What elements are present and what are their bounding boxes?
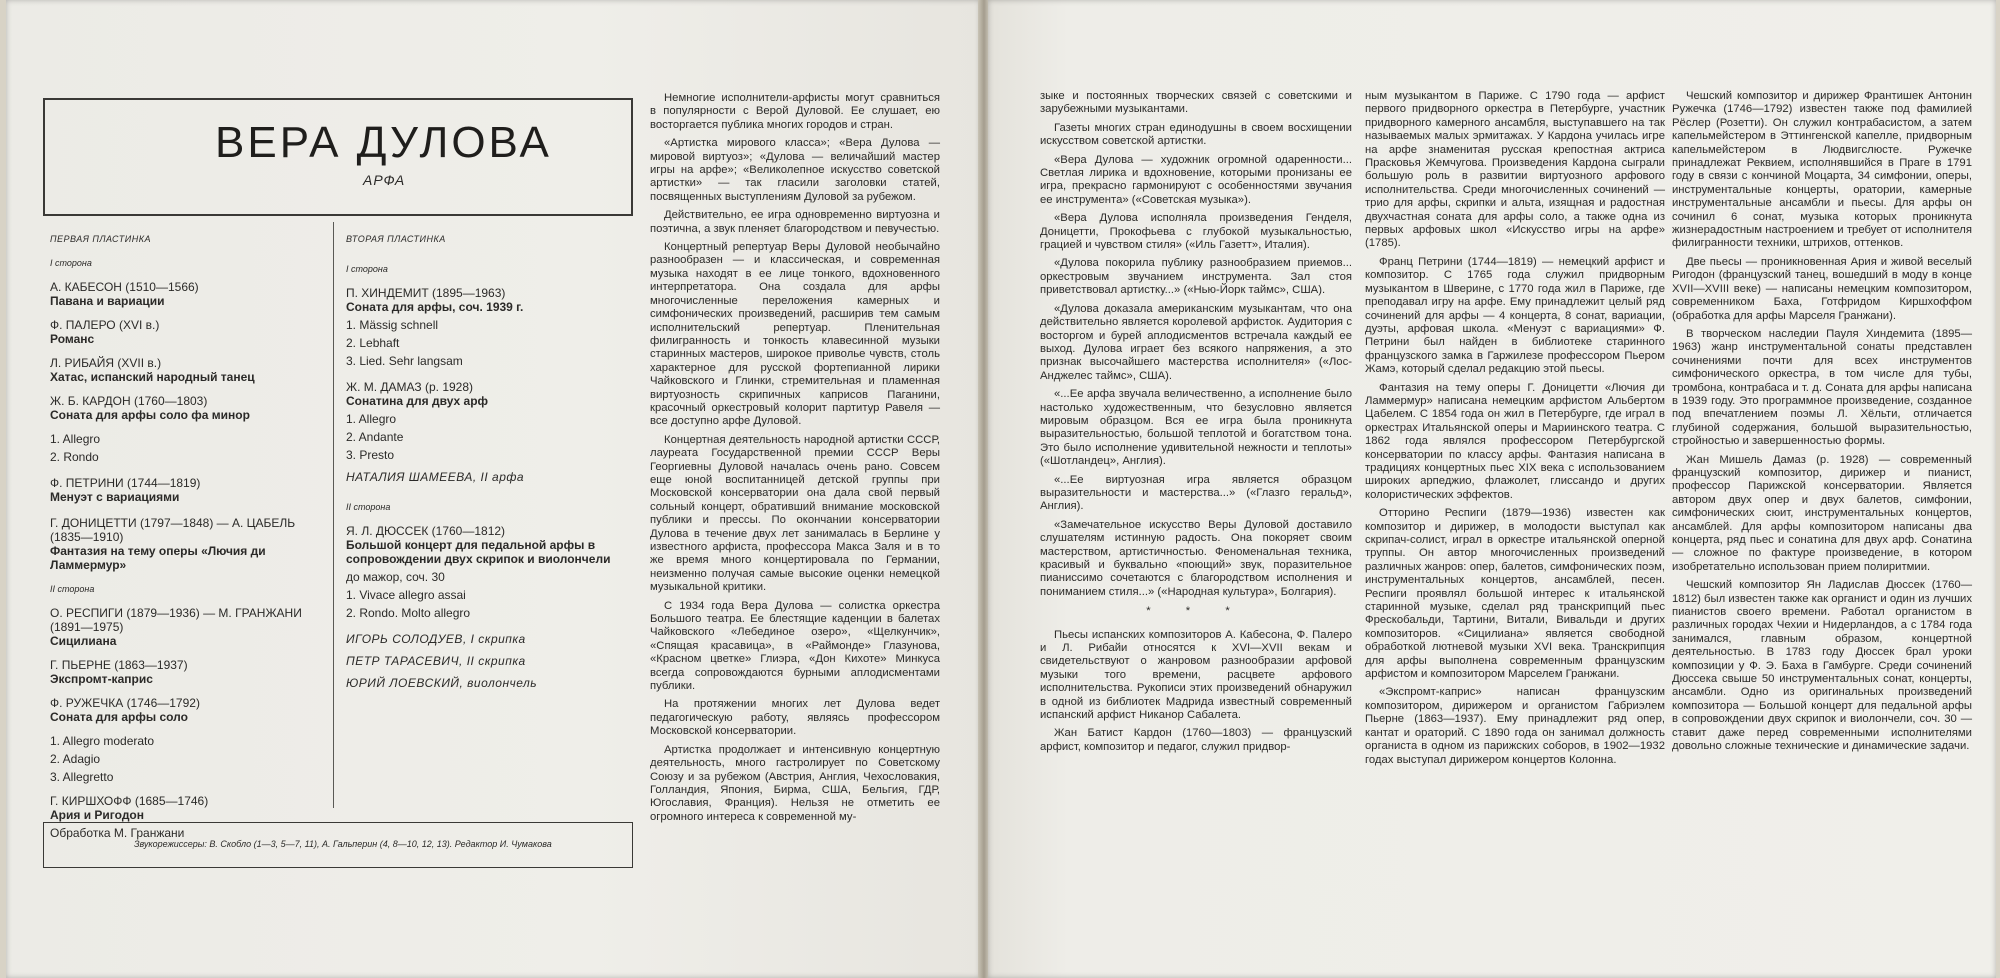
track-work: Павана и вариации [50, 294, 165, 308]
disc1-label: ПЕРВАЯ ПЛАСТИНКА [50, 234, 152, 244]
opus-key: до мажор, соч. 30 [346, 570, 445, 584]
article-column-3 [1365, 90, 1665, 772]
track-composer: Г. ДОНИЦЕТТИ (1797—1848) — А. ЦАБЕЛЬ (1835—1910) [50, 516, 296, 544]
section-separator: * * * [1146, 605, 1246, 618]
instrument-subtitle: АРФА [363, 172, 406, 188]
movement: 1. Mässig schnell [346, 318, 439, 332]
paragraph: Действительно, ее игра одновременно виртуозна и поэтична, а звук пленяет благородством и певучестью. [650, 209, 940, 235]
movement: 1. Allegro [346, 412, 397, 426]
paragraph: Жан Мишель Дамаз (р. 1928) — современный французский композитор, дирижер и пианист, профессор Парижской консерватории. Является автором двух опер и двух балетов, симфонии, симфонических сюит, инструментальных концертов, ансамблей. Для арфы композитором написаны два концерта, ряд пьес и сонатина для двух арф. Сонатина — сложное по фактуре произведение, в котором изобретательно использован прием полиритмии. [1672, 453, 1972, 573]
movement: 2. Adagio [50, 752, 101, 766]
performer: НАТАЛИЯ ШАМЕЕВА, II арфа [346, 470, 525, 484]
performer: ЮРИЙ ЛОЕВСКИЙ, виолончель [346, 676, 538, 690]
track-composer: Ж. М. ДАМАЗ (р. 1928) [346, 380, 474, 394]
paragraph: «Дулова доказала американским музыкантам, что она действительно является королевой арфисток. Аудитория с восторгом и бурей аплодисментов встречала каждый ее выход. Дулова играет без всякого напряжения, а это признак высочайшего мастерства исполнителя» («Лос-Анджелес таймс», США). [1040, 302, 1352, 382]
disc2-side2-label: II сторона [346, 502, 391, 512]
performer: ИГОРЬ СОЛОДУЕВ, I скрипка [346, 632, 526, 646]
track-work: Сонатина для двух арф [346, 394, 489, 408]
paragraph: В творческом наследии Пауля Хиндемита (1895—1963) жанр инструментальной сонаты представлен сочинениями почти для всех инструментов симфонического оркестра, в том числе для тубы, тромбона, контрабаса и т. д. Соната для арфы написана в 1939 году. Это программное произведение, созданное под впечатлением поэмы Л. Хёльти, отличается глубиной содержания, большой выразительностью, стройностью и завершенностью формы. [1672, 327, 1972, 448]
paragraph: Франц Петрини (1744—1819) — немецкий арфист и композитор. С 1765 года служил придворным музыкантом в Шверине, с 1770 года жил в Париже, где преподавал игру на арфе. Ему принадлежит целый ряд сочинений для арфы — 4 концерта, 8 сонат, вариации, дуэты, арфовая школа. «Менуэт с вариациями» Ф. Петрини был найден в библиотеке старинного французского замка в Гаржилезе профессором Пьером Жамэ, который сделал редакцию этой пьесы. [1365, 255, 1665, 376]
paragraph: зыке и постоянных творческих связей с советскими и зарубежными музыкантами. [1040, 90, 1352, 116]
paragraph: Концертная деятельность народной артистки СССР, лауреата Государственной премии СССР Веры Георгиевны Дуловой началась очень рано. Совсем еще юной воспитанницей детской группы при Московской консерватории она дала свой первый сольный концерт, обративший внимание московской публики и прессы. По окончании консерватории Дулова в течение двух лет занималась в Берлине у известного арфиста, профессора Макса Заля и в то же время много концертировала по Германии, неизменно получая самые высокие оценки немецкой музыкальной критики. [650, 433, 940, 594]
article-column-2 [1040, 90, 1352, 759]
movement: 1. Allegro [50, 432, 101, 446]
paragraph: Фантазия на тему оперы Г. Доницетти «Лючия ди Ламмермур» написана немецким арфистом Альбертом Цабелем. С 1854 года он жил в Петербурге, где играл в оркестрах Итальянской оперы и Мариинского театра. С 1862 года являлся профессором Петербургской консерватории по классу арфы. Фантазия написана в традициях концертных пьес XIX века с использованием широких арпеджио, флажолет, глиссандо и других колористических эффектов. [1365, 381, 1665, 501]
paragraph: Немногие исполнители-арфисты могут сравниться в популярности с Верой Дуловой. Ее слушает, ею восторгается публика многих городов и стран. [650, 92, 940, 131]
track-composer: Г. ПЬЕРНЕ (1863—1937) [50, 658, 188, 672]
track-composer: Г. КИРШХОФФ (1685—1746) [50, 794, 209, 808]
disc2-label: ВТОРАЯ ПЛАСТИНКА [346, 234, 446, 244]
paragraph: «Вера Дулова исполняла произведения Генделя, Доницетти, Прокофьева с глубокой музыкальностью, грацией и чувством стиля» («Иль Газетт», Италия). [1040, 212, 1352, 252]
track-work: Хатас, испанский народный танец [50, 370, 255, 384]
track-composer: Ж. Б. КАРДОН (1760—1803) [50, 394, 208, 408]
paragraph: ным музыкантом в Париже. С 1790 года — арфист первого придворного оркестра в Петербурге, участник придворного камерного ансамбля, выступавшего на так называемых малых эрмитажах. У Кардона училась игре на арфе знаменитая русская крепостная актриса Прасковья Жемчугова. Произведения Кардона сыграли большую роль в развитии виртуозного арфового исполнительства. Среди многочисленных сочинений — трио для арфы, скрипки и альта, изящная и радостная двухчастная соната для арфы соло, а также одна из первых арфовых школ «Искусство игры на арфе» (1785). [1365, 90, 1665, 250]
track-work: Романс [50, 332, 95, 346]
track-work: Сицилиана [50, 634, 117, 648]
article-column-4 [1672, 90, 1972, 759]
arrangement-note: Обработка М. Гранжани [50, 826, 185, 840]
track-work: Ария и Ригодон [50, 808, 145, 822]
paragraph: «Экспромт-каприс» написан французским композитором, дирижером и органистом Габриэлем Пьерне (1863—1937). Ему принадлежит ряд опер, кантат и ораторий. С 1890 года он занимал должность органиста в одном из парижских соборов, в 1902—1932 годах выступал дирижером концертов Колонна. [1365, 686, 1665, 766]
disc1-side1-label: I сторона [50, 258, 92, 268]
paragraph: Концертный репертуар Веры Дуловой необычайно разнообразен — и классическая, и современная музыка находят в ее лице тонкого, вдохновенного интерпретатора. Она создала для арфы многочисленные переложения камерных и симфонических произведений, расширив тем самым исполнительский репертуар. Пленительная филигранность и тонкость клавесинной музыки старинных мастеров, широкое привольe чувств, столь характерное для русской фортепианной лирики Чайковского и Глинки, стремительная и пламенная виртуозность скрипичных каприсов Паганини, красочный оркестровый колорит партитур Равеля — все доступно арфе Дуловой. [650, 241, 940, 428]
movement: 2. Andante [346, 430, 404, 444]
track-composer: Ф. ПЕТРИНИ (1744—1819) [50, 476, 201, 490]
track-work: Фантазия на тему оперы «Лючия ди Ламмермур» [50, 544, 266, 572]
track-composer: Л. РИБАЙЯ (XVII в.) [50, 356, 162, 370]
paragraph: На протяжении многих лет Дулова ведет педагогическую работу, являясь профессором Московской консерватории. [650, 698, 940, 738]
movement: 2. Rondo [50, 450, 99, 464]
paragraph: Чешский композитор и дирижер Франтишек Антонин Ружечка (1746—1792) известен также под фамилией Рёслер (Розетти). Он служил контрабасистом, а затем капельмейстером в Эттингенской капелле, придворным капельмейстером в Людвигслюсте. Ружечке принадлежат Реквием, исполнявшийся в Праге в 1791 году в связи с кончиной Моцарта, 34 симфонии, оперы, инструментальные концерты, оратории, камерные инструментальные ансамбли и пьесы. Для арфы он сочинил 6 сонат, музыка которых проникнута жизнерадостным настроением и требует от исполнителя филигранности техники, штрихов, оттенков. [1672, 90, 1972, 250]
paragraph: «Вера Дулова — художник огромной одаренности... Светлая лирика и вдохновение, которыми пронизаны ее игра, прекрасно гармонируют с особенностями звучания ее инструмента» («Советская музыка»). [1040, 153, 1352, 206]
track-work: Соната для арфы соло [50, 710, 188, 724]
movement: 1. Allegro moderato [50, 734, 155, 748]
track-work: Соната для арфы соло фа минор [50, 408, 250, 422]
paragraph: С 1934 года Вера Дулова — солистка оркестра Большого театра. Ее блестящие каденции в балетах Чайковского «Лебединое озеро», «Щелкунчик», «Спящая красавица», в «Раймонде» Глазунова, «Красном цветке» Глиэра, «Дон Кихоте» Минкуса всегда сопровождаются бурными аплодисментами публики. [650, 599, 940, 693]
movement: 2. Rondo. Molto allegro [346, 606, 471, 620]
article-column-1 [650, 92, 940, 829]
track-composer: Ф. РУЖЕЧКА (1746—1792) [50, 696, 200, 710]
paragraph: Чешский композитор Ян Ладислав Дюссек (1760—1812) был известен также как органист и один из лучших пианистов своего времени. Работал органистом в различных городах Чехии и Нидерландов, а с 1784 года занимался, главным образом, концертной деятельностью. В 1783 году Дюссек брал уроки композиции у Ф. Э. Баха в Гамбурге. Среди сочинений Дюссека свыше 50 инструментальных сонат, концерты, ансамбли. Одно из оригинальных произведений композитора — Большой концерт для педальной арфы в сопровождении двух скрипок и виолончели, соч. 30 — ставит даже перед современными исполнителями довольно сложные технические и динамические задачи. [1672, 579, 1972, 753]
movement: 1. Vivace allegro assai [346, 588, 466, 602]
paragraph: Газеты многих стран единодушны в своем восхищении искусством советской артистки. [1040, 121, 1352, 148]
paragraph: «Дулова покорила публику разнообразием приемов... оркестровым звучанием инструмента. Зал стоя приветствовал артистку...» («Нью-Йорк таймс», США). [1040, 257, 1352, 297]
track-composer: Я. Л. ДЮССЕК (1760—1812) [346, 524, 506, 538]
track-composer: О. РЕСПИГИ (1879—1936) — М. ГРАНЖАНИ (1891—1975) [50, 606, 302, 634]
track-composer: П. ХИНДЕМИТ (1895—1963) [346, 286, 506, 300]
track-work: Большой концерт для педальной арфы в сопровождении двух скрипок и виолончели [346, 538, 611, 566]
paragraph: «...Ее виртуозная игра является образцом выразительности и мастерства...» («Глазго геральд», Англия). [1040, 473, 1352, 513]
track-work: Менуэт с вариациями [50, 490, 180, 504]
paragraph: Жан Батист Кардон (1760—1803) — французский арфист, композитор и педагог, служил придвор- [1040, 727, 1352, 753]
track-work: Соната для арфы, соч. 1939 г. [346, 300, 524, 314]
track-work: Экспромт-каприс [50, 672, 153, 686]
paragraph: Отторино Респиги (1879—1936) известен как композитор и дирижер, в молодости выступал как скрипач-солист, играл в оркестре итальянской оперной труппы. Он автор многочисленных произведений различных жанров: опер, балетов, симфонических поэм, инструментальных концертов, ансамблей, песен. Респиги проявлял большой интерес к итальянской старинной музыке, сделал ряд транскрипций пьес Фрескобальди, Тартини, Витали, Вивальди и других композиторов. «Сицилиана» является свободной обработкой лютневой музыки XVI века. Транскрипция для арфы выполнена современным французским арфистом и композитором Марселем Гранжани. [1365, 507, 1665, 681]
disc1-tracklist [50, 232, 320, 840]
performer: ПЕТР ТАРАСЕВИЧ, II скрипка [346, 654, 526, 668]
credits-box [43, 822, 633, 868]
track-composer: А. КАБЕСОН (1510—1566) [50, 280, 199, 294]
movement: 3. Presto [346, 448, 395, 462]
movement: 3. Lied. Sehr langsam [346, 354, 463, 368]
paragraph: «...Ее арфа звучала величественно, а исполнение было настолько художественным, что безусловно является мировым образцом. Вся ее игра была проникнута выразительностью, большой теплотой и богатством тона. Это было исполнение удивительной нежности и теплоты» («Шотландец», Англия). [1040, 388, 1352, 468]
column-divider [333, 222, 334, 808]
recording-credits: Звукорежиссеры: В. Скобло (1—3, 5—7, 11), А. Гальперин (4, 8—10, 12, 13). Редактор И. Чумакова [134, 839, 552, 849]
title-box [43, 98, 633, 216]
artist-name: ВЕРА ДУЛОВА [215, 118, 552, 167]
movement: 3. Allegretto [50, 770, 114, 784]
track-composer: Ф. ПАЛЕРО (XVI в.) [50, 318, 160, 332]
disc2-side1-label: I сторона [346, 264, 388, 274]
paragraph: Пьесы испанских композиторов А. Кабесона, Ф. Палеро и Л. Рибайи относятся к XVI—XVII векам и свидетельствуют о жанровом разнообразии арфовой музыки того времени, расцвете арфового исполнительства. Рукописи этих произведений обнаружил в одной из библиотек Мадрида известный современный испанский арфист Никанор Сабалета. [1040, 628, 1352, 722]
disc2-tracklist [346, 232, 636, 690]
movement: 2. Lebhaft [346, 336, 400, 350]
paragraph: Две пьесы — проникновенная Ария и живой веселый Ригодон (французский танец, вошедший в моду в конце XVII—XVIII веке) — написаны немецким композитором, современником Баха, Готфридом Киршхоффом (обработка для арфы Марселя Гранжани). [1672, 255, 1972, 322]
paragraph: «Замечательное искусство Веры Дуловой доставило слушателям истинную радость. Она покоряет своим мастерством, артистичностью. Феноменальная техника, красивый и буквально «поющий» звук, поразительное пианиссимо сочетаются с благородством исполнения и пониманием стиля...» («Народная культура», Болгария). [1040, 518, 1352, 598]
paragraph: «Артистка мирового класса»; «Вера Дулова — мировой виртуоз»; «Дулова — величайший мастер игры на арфе»; «Великолепное искусство советской артистки» — так гласили заголовки статей, посвященных выступлениям Дуловой за рубежом. [650, 137, 940, 203]
paragraph: Артистка продолжает и интенсивную концертную деятельность, много гастролирует по Советскому Союзу и за рубежом (Австрия, Англия, Чехословакия, Голландия, Япония, Бирма, США, Бельгия, ГДР, Югославия, Франция). Нельзя не отметить ее огромного интереса к современной му- [650, 743, 940, 823]
disc1-side2-label: II сторона [50, 584, 95, 594]
